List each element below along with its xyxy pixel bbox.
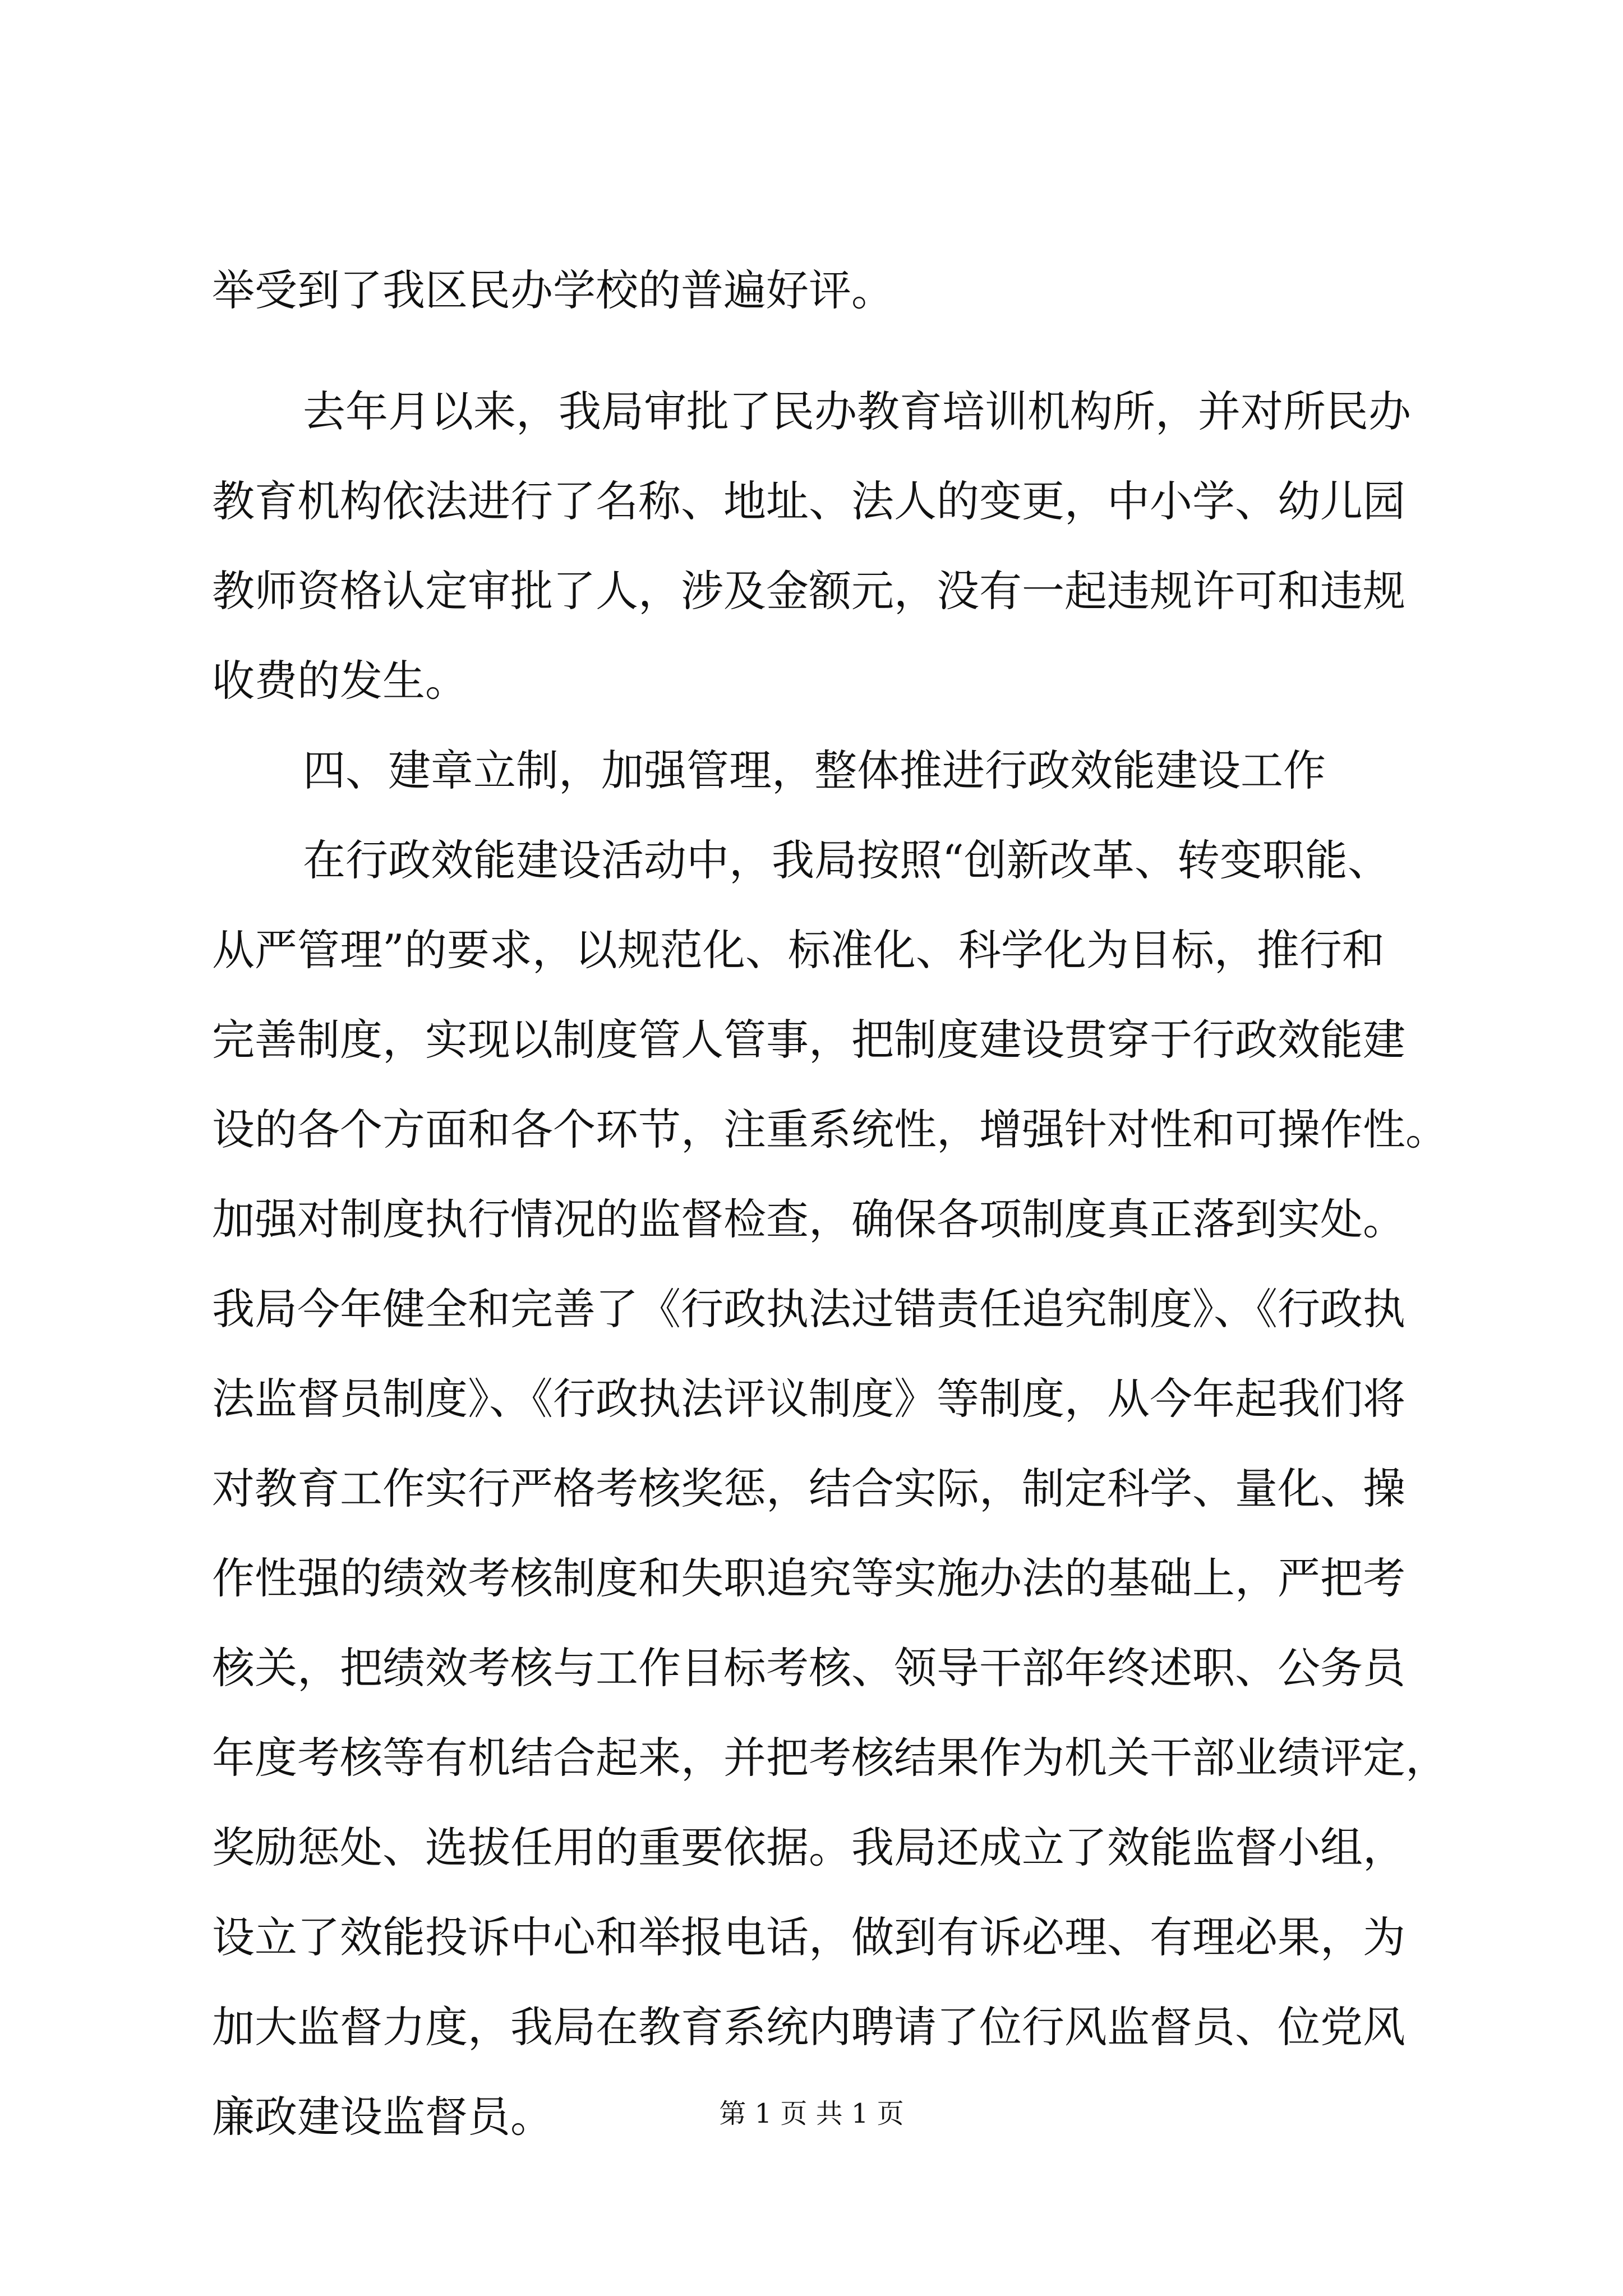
text-line: 举受到了我区民办学校的普遍好评。 — [212, 265, 894, 315]
text-line: 加强对制度执行情况的监督检查，确保各项制度真正落到实处。 — [212, 1194, 1405, 1244]
text-line: 教师资格认定审批了人，涉及金额元，没有一起违规许可和违规 — [212, 566, 1405, 616]
text-line: 我局今年健全和完善了《行政执法过错责任追究制度》、《行政执 — [212, 1284, 1405, 1334]
text-line: 作性强的绩效考核制度和失职追究等实施办法的基础上，严把考 — [212, 1553, 1405, 1603]
text-line: 设立了效能投诉中心和举报电话，做到有诉必理、有理必果，为 — [212, 1912, 1405, 1962]
page-number: 第 1 页 共 1 页 — [719, 2098, 904, 2129]
text-line: 收费的发生。 — [212, 656, 468, 706]
text-line: 从严管理”的要求，以规范化、标准化、科学化为目标，推行和 — [212, 925, 1385, 975]
text-line: 法监督员制度》、《行政执法评议制度》等制度，从今年起我们将 — [212, 1374, 1405, 1424]
text-line: 完善制度，实现以制度管人管事，把制度建设贯穿于行政效能建 — [212, 1015, 1405, 1065]
text-line: 年度考核等有机结合起来，并把考核结果作为机关干部业绩评定， — [212, 1733, 1448, 1783]
text-line: 核关，把绩效考核与工作目标考核、领导干部年终述职、公务员 — [212, 1643, 1405, 1693]
text-line: 加大监督力度，我局在教育系统内聘请了位行风监督员、位党风 — [212, 2002, 1405, 2052]
text-line: 廉政建设监督员。 — [212, 2092, 553, 2142]
text-line: 奖励惩处、选拔任用的重要依据。我局还成立了效能监督小组， — [212, 1823, 1405, 1872]
paragraph-start-line: 在行政效能建设活动中，我局按照“创新改革、转变职能、 — [303, 835, 1390, 885]
section-heading: 四、建章立制，加强管理，整体推进行政效能建设工作 — [303, 746, 1326, 795]
text-line: 教育机构依法进行了名称、地址、法人的变更，中小学、幼儿园 — [212, 476, 1405, 526]
text-line: 对教育工作实行严格考核奖惩，结合实际，制定科学、量化、操 — [212, 1464, 1405, 1513]
paragraph-start-line: 去年月以来，我局审批了民办教育培训机构所，并对所民办 — [303, 386, 1411, 436]
page-footer — [0, 2097, 1623, 2131]
text-line: 设的各个方面和各个环节，注重系统性，增强针对性和可操作性。 — [212, 1105, 1448, 1154]
